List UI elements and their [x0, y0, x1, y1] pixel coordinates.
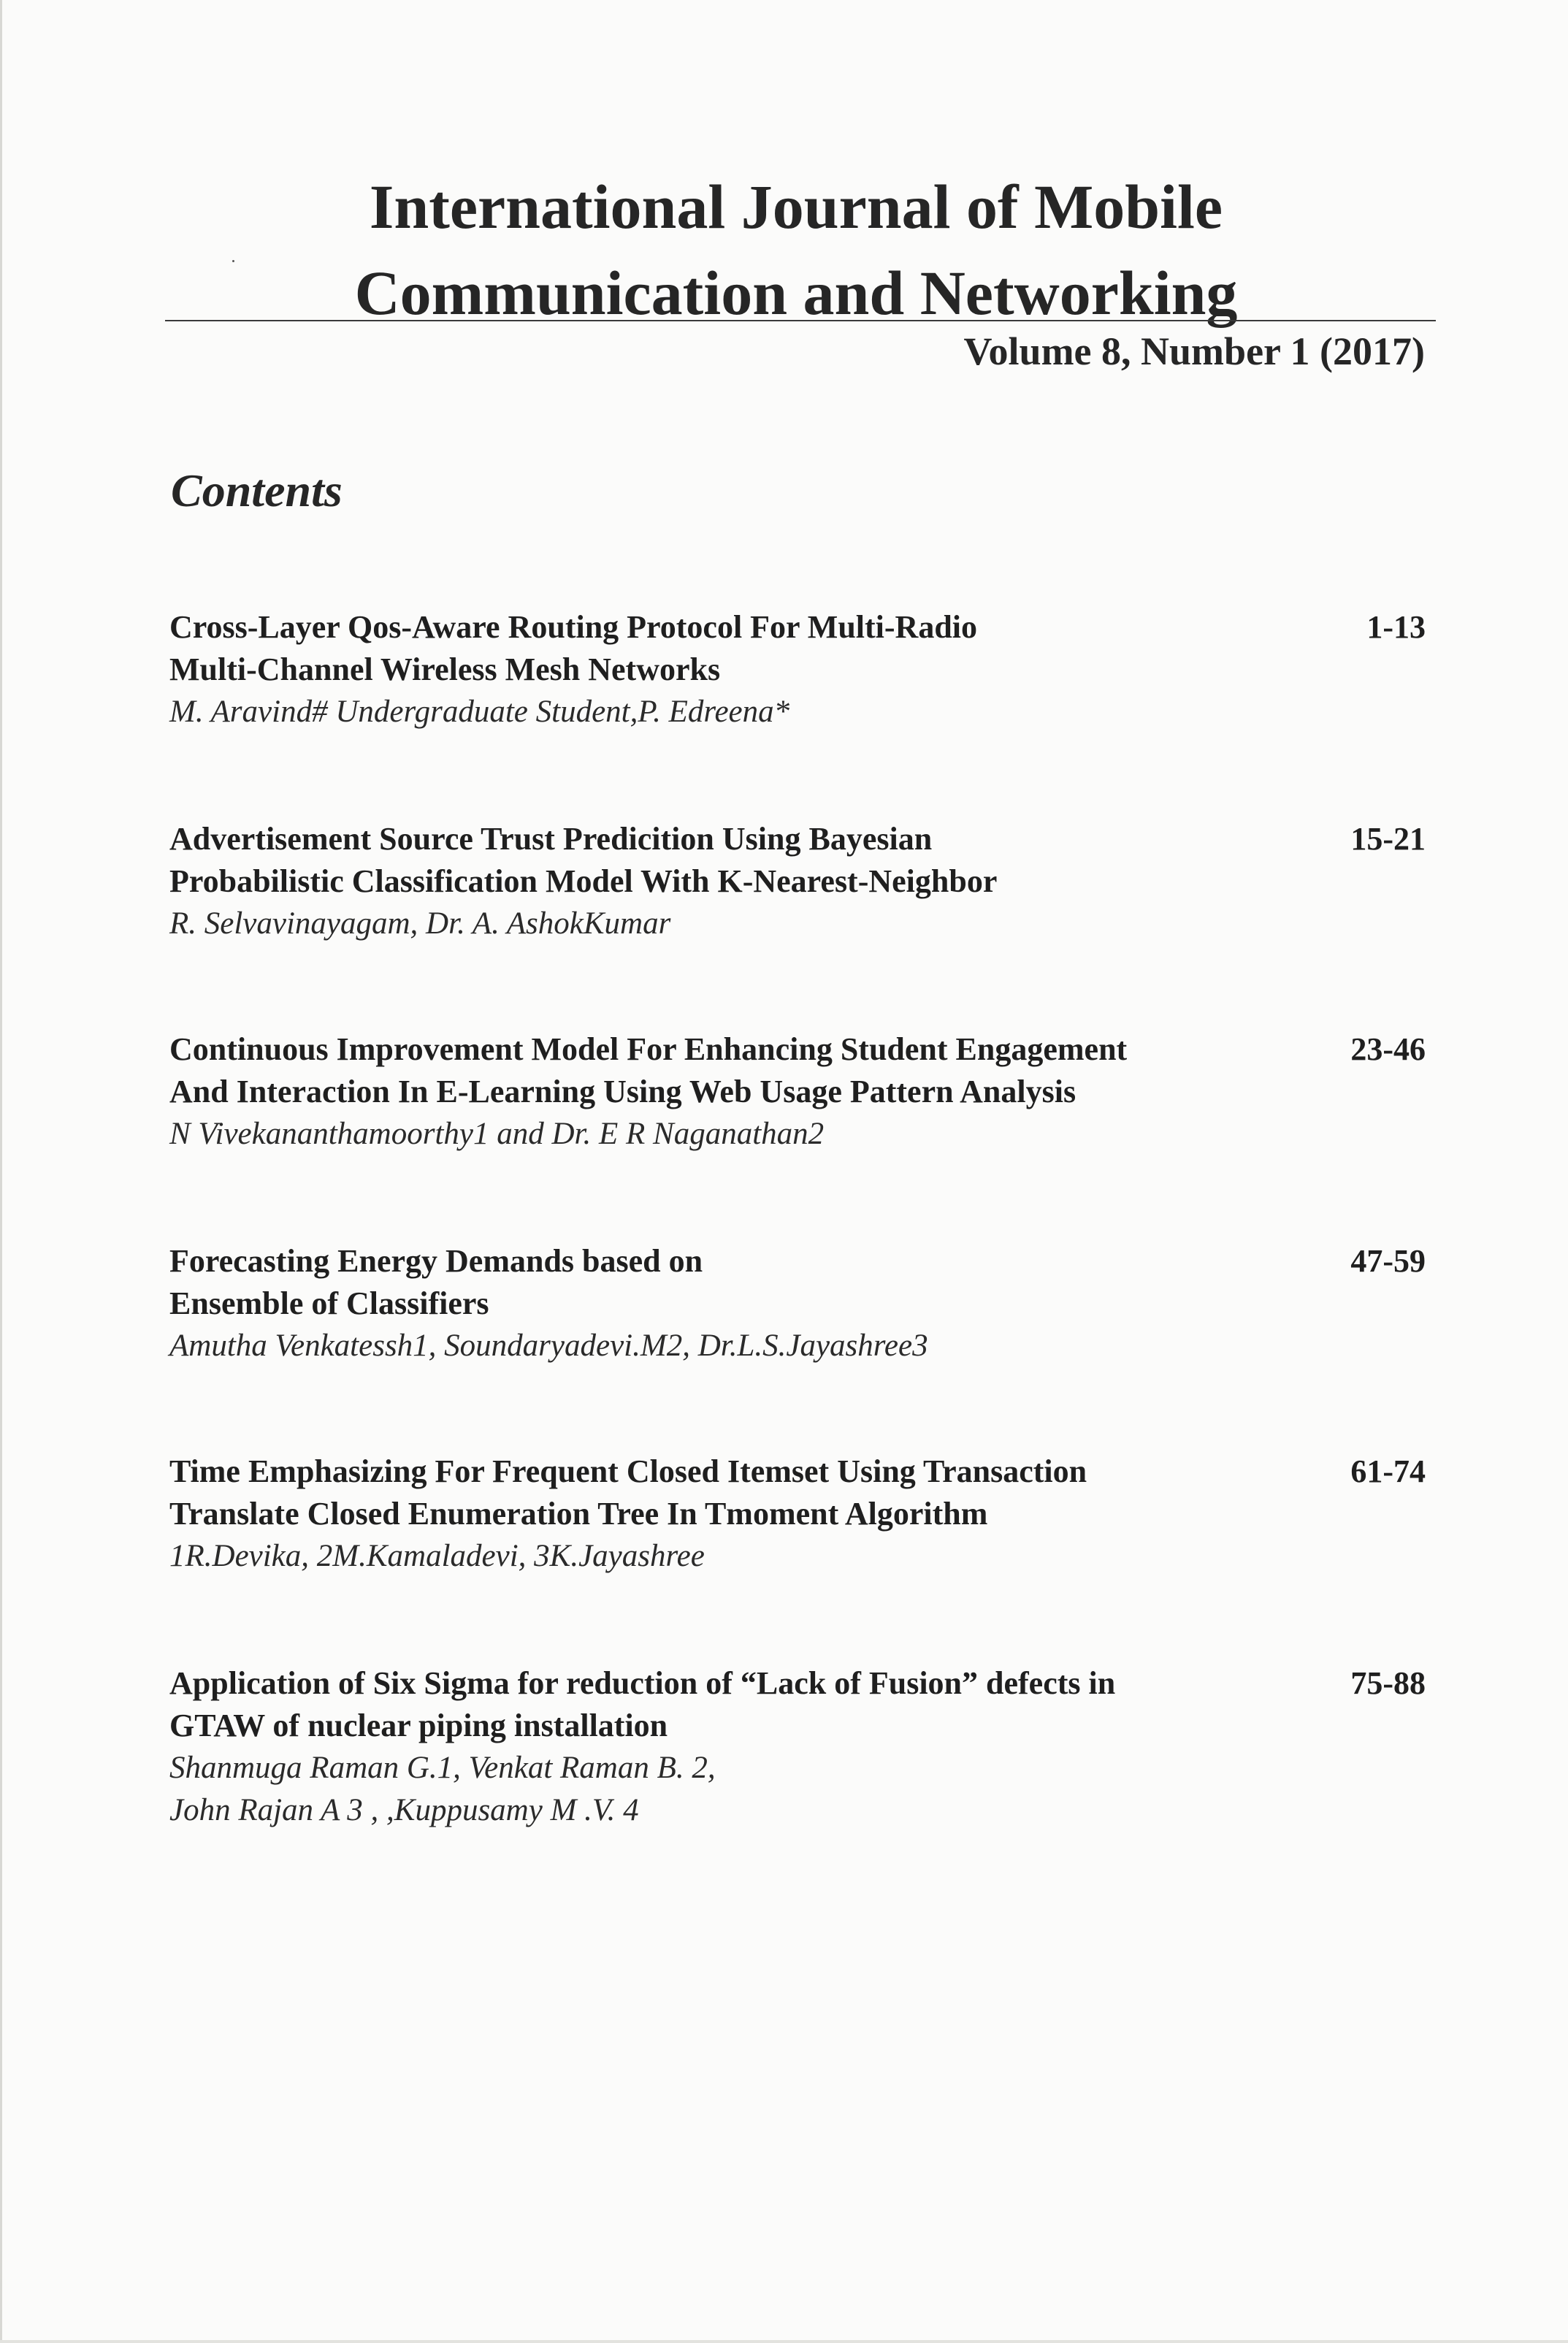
- article-authors-line: 1R.Devika, 2M.Kamaladevi, 3K.Jayashree: [169, 1539, 705, 1573]
- article-title: [169, 606, 1309, 691]
- article-authors-line: M. Aravind# Undergraduate Student,P. Edreena*: [169, 695, 790, 729]
- article-title-line: Time Emphasizing For Frequent Closed Itemset Using Transaction: [169, 1453, 1087, 1489]
- article-title: [169, 1662, 1309, 1747]
- article-authors-line: N Vivekananthamoorthy1 and Dr. E R Naganathan2: [169, 1117, 825, 1151]
- article-title: [169, 1240, 1309, 1325]
- article-title-line: Application of Six Sigma for reduction of “Lack of Fusion” defects in: [169, 1665, 1116, 1701]
- article-pages: 23-46: [1350, 1031, 1426, 1067]
- article-pages: 15-21: [1350, 821, 1426, 857]
- article-pages: 61-74: [1350, 1453, 1426, 1489]
- contents-heading: Contents: [171, 465, 343, 516]
- article-title: [169, 1450, 1309, 1535]
- article-authors-line: Amutha Venkatessh1, Soundaryadevi.M2, Dr.L.S.Jayashree3: [169, 1329, 928, 1363]
- journal-title-line: International Journal of Mobile: [369, 172, 1223, 242]
- article-authors: [169, 1535, 1426, 1578]
- article-title-line: Forecasting Energy Demands based on: [169, 1243, 703, 1279]
- article-authors: [169, 1325, 1426, 1367]
- article-authors: [169, 1747, 1426, 1832]
- journal-title-line: Communication and Networking: [354, 258, 1238, 328]
- article-authors-line: Shanmuga Raman G.1, Venkat Raman B. 2,: [169, 1751, 716, 1785]
- page-edge-bottom: [0, 2340, 1568, 2343]
- article-title-line: And Interaction In E-Learning Using Web Usage Pattern Analysis: [169, 1074, 1076, 1109]
- article-authors-line: John Rajan A 3 , ,Kuppusamy M .V. 4: [169, 1793, 639, 1827]
- article-title-line: GTAW of nuclear piping installation: [169, 1708, 668, 1743]
- page-edge-left: [0, 0, 2, 2343]
- toc-entry: [169, 818, 1426, 945]
- journal-title: [292, 164, 1300, 336]
- article-authors: [169, 1113, 1426, 1155]
- article-pages: 75-88: [1350, 1665, 1426, 1701]
- article-pages: 47-59: [1350, 1243, 1426, 1279]
- toc-entry: [169, 1450, 1426, 1578]
- title-divider: [165, 320, 1436, 321]
- toc-entry: [169, 606, 1426, 733]
- article-title-line: Probabilistic Classification Model With K-Nearest-Neighbor: [169, 863, 998, 899]
- article-title-line: Cross-Layer Qos-Aware Routing Protocol For Multi-Radio: [169, 609, 978, 645]
- article-authors: [169, 903, 1426, 945]
- article-authors-line: R. Selvavinayagam, Dr. A. AshokKumar: [169, 906, 671, 941]
- article-title-line: Ensemble of Classifiers: [169, 1285, 489, 1321]
- article-title: [169, 818, 1309, 903]
- scan-speck: [232, 260, 234, 262]
- article-authors: [169, 691, 1426, 733]
- toc-entry: [169, 1028, 1426, 1155]
- article-title-line: Continuous Improvement Model For Enhancing Student Engagement: [169, 1031, 1128, 1067]
- article-title-line: Advertisement Source Trust Predicition Using Bayesian: [169, 821, 933, 857]
- article-title: [169, 1028, 1309, 1113]
- volume-issue: Volume 8, Number 1 (2017): [963, 329, 1425, 373]
- article-title-line: Translate Closed Enumeration Tree In Tmoment Algorithm: [169, 1496, 988, 1532]
- article-pages: 1-13: [1366, 609, 1426, 645]
- article-title-line: Multi-Channel Wireless Mesh Networks: [169, 651, 721, 687]
- toc-entry: [169, 1240, 1426, 1367]
- toc-entry: [169, 1662, 1426, 1832]
